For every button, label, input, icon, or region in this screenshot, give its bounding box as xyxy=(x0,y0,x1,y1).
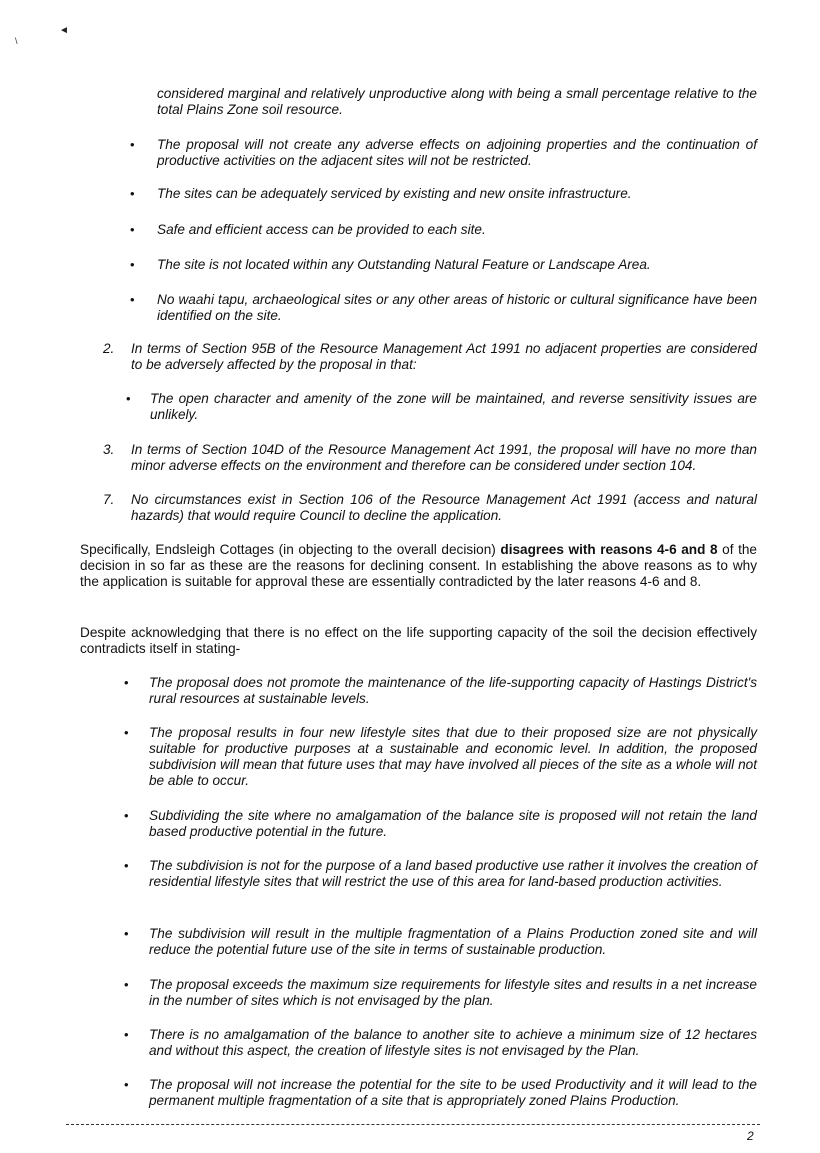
numbered-item: In terms of Section 104D of the Resource Management Act 1991, the proposal will have no more than minor adverse effects on the environment and therefore can be considered under section 104. xyxy=(131,442,757,473)
list-item: Safe and efficient access can be provided to each site. xyxy=(157,222,486,237)
bullet-icon: • xyxy=(124,977,129,992)
scan-mark: ◄ xyxy=(59,25,69,36)
list-item: The subdivision will result in the multiple fragmentation of a Plains Production zoned site and will reduce the potential future use of the site in terms of sustainable production. xyxy=(149,926,757,957)
list-number: 2. xyxy=(103,341,115,356)
bullet-icon: • xyxy=(130,292,135,307)
list-item: The proposal results in four new lifestyle sites that due to their proposed size are not physically suitable for productive purposes at a sustainable and economic level. In addition, the proposed subdivision will mean that future uses that may have involved all pieces of the site as a whole will not be able to occur. xyxy=(149,725,757,788)
list-item: There is no amalgamation of the balance to another site to achieve a minimum size of 12 hectares and without this aspect, the creation of lifestyle sites is not envisaged by the Plan. xyxy=(149,1027,757,1058)
paragraph-specifically: Specifically, Endsleigh Cottages (in objecting to the overall decision) disagrees with reasons 4-6 and 8 of the decision in so far as these are the reasons for declining consent. In establishing the above reasons as to why the application is suitable for approval these are essentially contradicted by the later reasons 4-6 and 8. xyxy=(80,542,757,589)
bullet-icon: • xyxy=(124,725,129,740)
bullet-icon: • xyxy=(124,675,129,690)
paragraph-despite: Despite acknowledging that there is no effect on the life supporting capacity of the soil the decision effectively contradicts itself in stating- xyxy=(80,625,757,656)
bullet-icon: • xyxy=(130,137,135,152)
list-item: The proposal will not increase the potential for the site to be used Productivity and it will lead to the permanent multiple fragmentation of a site that is appropriately zoned Plains Production. xyxy=(149,1077,757,1108)
bullet-icon: • xyxy=(130,222,135,237)
list-item: The sites can be adequately serviced by existing and new onsite infrastructure. xyxy=(157,186,632,201)
emphasis: disagrees with reasons 4-6 and 8 xyxy=(500,542,718,557)
bullet-icon: • xyxy=(130,186,135,201)
bullet-icon: • xyxy=(124,858,129,873)
list-item: The subdivision is not for the purpose of a land based productive use rather it involves the creation of residential lifestyle sites that will restrict the use of this area for land-based production activities. xyxy=(149,858,757,889)
list-item: The proposal exceeds the maximum size requirements for lifestyle sites and results in a net increase in the number of sites which is not envisaged by the plan. xyxy=(149,977,757,1008)
list-number: 3. xyxy=(103,442,115,457)
bullet-icon: • xyxy=(124,1027,129,1042)
intro-continuation: considered marginal and relatively unproductive along with being a small percentage relative to the total Plains Zone soil resource. xyxy=(157,86,757,117)
list-item: The open character and amenity of the zone will be maintained, and reverse sensitivity issues are unlikely. xyxy=(150,391,757,422)
list-item: No waahi tapu, archaeological sites or any other areas of historic or cultural significance have been identified on the site. xyxy=(157,292,757,323)
list-item: Subdividing the site where no amalgamation of the balance site is proposed will not retain the land based productive potential in the future. xyxy=(149,808,757,839)
numbered-item: In terms of Section 95B of the Resource Management Act 1991 no adjacent properties are considered to be adversely affected by the proposal in that: xyxy=(131,341,757,372)
list-item: The proposal will not create any adverse effects on adjoining properties and the continuation of productive activities on the adjacent sites will not be restricted. xyxy=(157,137,757,168)
list-item: The site is not located within any Outstanding Natural Feature or Landscape Area. xyxy=(157,257,651,272)
list-item: The proposal does not promote the maintenance of the life-supporting capacity of Hastings District's rural resources at sustainable levels. xyxy=(149,675,757,706)
footer-rule xyxy=(66,1124,760,1125)
bullet-icon: • xyxy=(126,391,131,406)
numbered-item: No circumstances exist in Section 106 of the Resource Management Act 1991 (access and natural hazards) that would require Council to decline the application. xyxy=(131,492,757,523)
page-number: 2 xyxy=(747,1129,754,1143)
bullet-icon: • xyxy=(124,926,129,941)
bullet-icon: • xyxy=(130,257,135,272)
bullet-icon: • xyxy=(124,1077,129,1092)
list-number: 7. xyxy=(103,492,115,507)
bullet-icon: • xyxy=(124,808,129,823)
scan-mark: \ xyxy=(15,36,18,46)
